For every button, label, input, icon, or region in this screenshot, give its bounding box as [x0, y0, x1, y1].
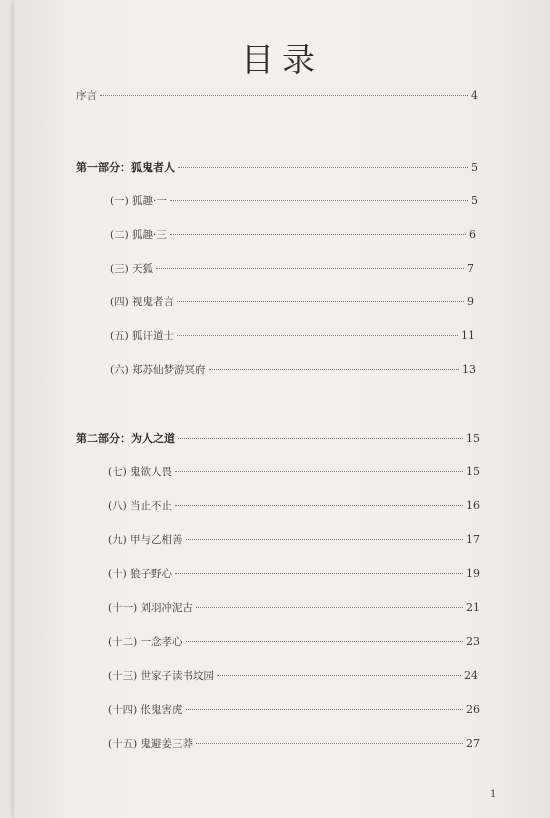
toc-entry — [110, 328, 475, 343]
dot-leader — [196, 607, 463, 608]
toc-entry — [108, 668, 478, 683]
toc-page: 19 — [466, 567, 480, 580]
toc-page: 15 — [466, 465, 480, 478]
toc-label: (二) 狐趣·三 — [110, 229, 167, 241]
toc-page: 7 — [467, 262, 474, 275]
toc-page: 5 — [471, 161, 478, 174]
book-page — [14, 0, 550, 818]
toc-entry — [108, 634, 480, 649]
toc-part-1 — [76, 159, 478, 175]
toc-page: 13 — [462, 363, 476, 376]
page-number: 1 — [490, 789, 497, 800]
dot-leader — [175, 471, 463, 472]
toc-entry — [108, 498, 480, 513]
toc-entry — [110, 261, 474, 276]
toc-page: 4 — [471, 89, 478, 102]
toc-entry — [110, 294, 474, 309]
dot-leader — [100, 95, 468, 96]
dot-leader — [186, 641, 463, 642]
toc-page: 6 — [469, 228, 476, 241]
toc-label: (十) 狼子野心 — [108, 568, 173, 580]
toc-part-label: 第一部分：狐鬼者人 — [76, 161, 175, 174]
toc-page: 9 — [467, 295, 474, 308]
toc-label: (九) 甲与乙相善 — [108, 534, 183, 546]
page-title: 目录 — [241, 40, 323, 79]
toc-label: (八) 当止不止 — [108, 500, 173, 512]
toc-page: 11 — [461, 329, 475, 342]
toc-label: (十二) 一念孝心 — [108, 636, 183, 648]
dot-leader — [186, 709, 463, 710]
toc-entry — [108, 532, 480, 547]
dot-leader — [156, 268, 464, 269]
toc-entry — [110, 193, 478, 208]
toc-label: (五) 狐讦道士 — [110, 330, 175, 342]
dot-leader — [175, 505, 463, 506]
toc-label: (七) 鬼欲人畏 — [108, 466, 173, 478]
toc-entry — [110, 227, 476, 242]
toc-page: 21 — [466, 601, 480, 614]
toc-page: 24 — [464, 669, 478, 682]
toc-entry — [108, 566, 480, 581]
toc-label: (六) 郑苏仙梦游冥府 — [110, 364, 206, 376]
toc-label: (一) 狐趣·一 — [110, 195, 167, 207]
toc-page: 27 — [466, 737, 480, 750]
toc-preface — [76, 88, 478, 103]
toc-entry — [110, 362, 476, 377]
toc-page: 23 — [466, 635, 480, 648]
toc-entry — [108, 736, 480, 751]
dot-leader — [177, 301, 464, 302]
toc-page: 17 — [466, 533, 480, 546]
dot-leader — [217, 675, 461, 676]
toc-page: 5 — [471, 194, 478, 207]
toc-part-label: 第二部分：为人之道 — [76, 432, 175, 445]
dot-leader — [170, 200, 468, 201]
dot-leader — [178, 438, 463, 439]
dot-leader — [177, 335, 458, 336]
toc-label: (十四) 伥鬼害虎 — [108, 704, 183, 716]
toc-label: 序言 — [76, 90, 97, 102]
toc-page: 16 — [466, 499, 480, 512]
toc-entry — [108, 600, 480, 615]
dot-leader — [186, 539, 463, 540]
dot-leader — [209, 369, 459, 370]
dot-leader — [178, 167, 468, 168]
toc-label: (四) 视鬼者言 — [110, 296, 175, 308]
toc-part-2 — [76, 430, 480, 446]
toc-label: (三) 天狐 — [110, 263, 154, 275]
toc-page: 26 — [466, 703, 480, 716]
toc-page: 15 — [466, 432, 480, 445]
toc-label: (十五) 鬼避姜三莽 — [108, 738, 194, 750]
toc-label: (十一) 刘羽冲泥古 — [108, 602, 194, 614]
dot-leader — [175, 573, 463, 574]
dot-leader — [170, 234, 466, 235]
toc-entry — [108, 702, 480, 717]
dot-leader — [196, 743, 463, 744]
toc-label: (十三) 世家子读书坟园 — [108, 670, 215, 682]
toc-entry — [108, 464, 480, 479]
